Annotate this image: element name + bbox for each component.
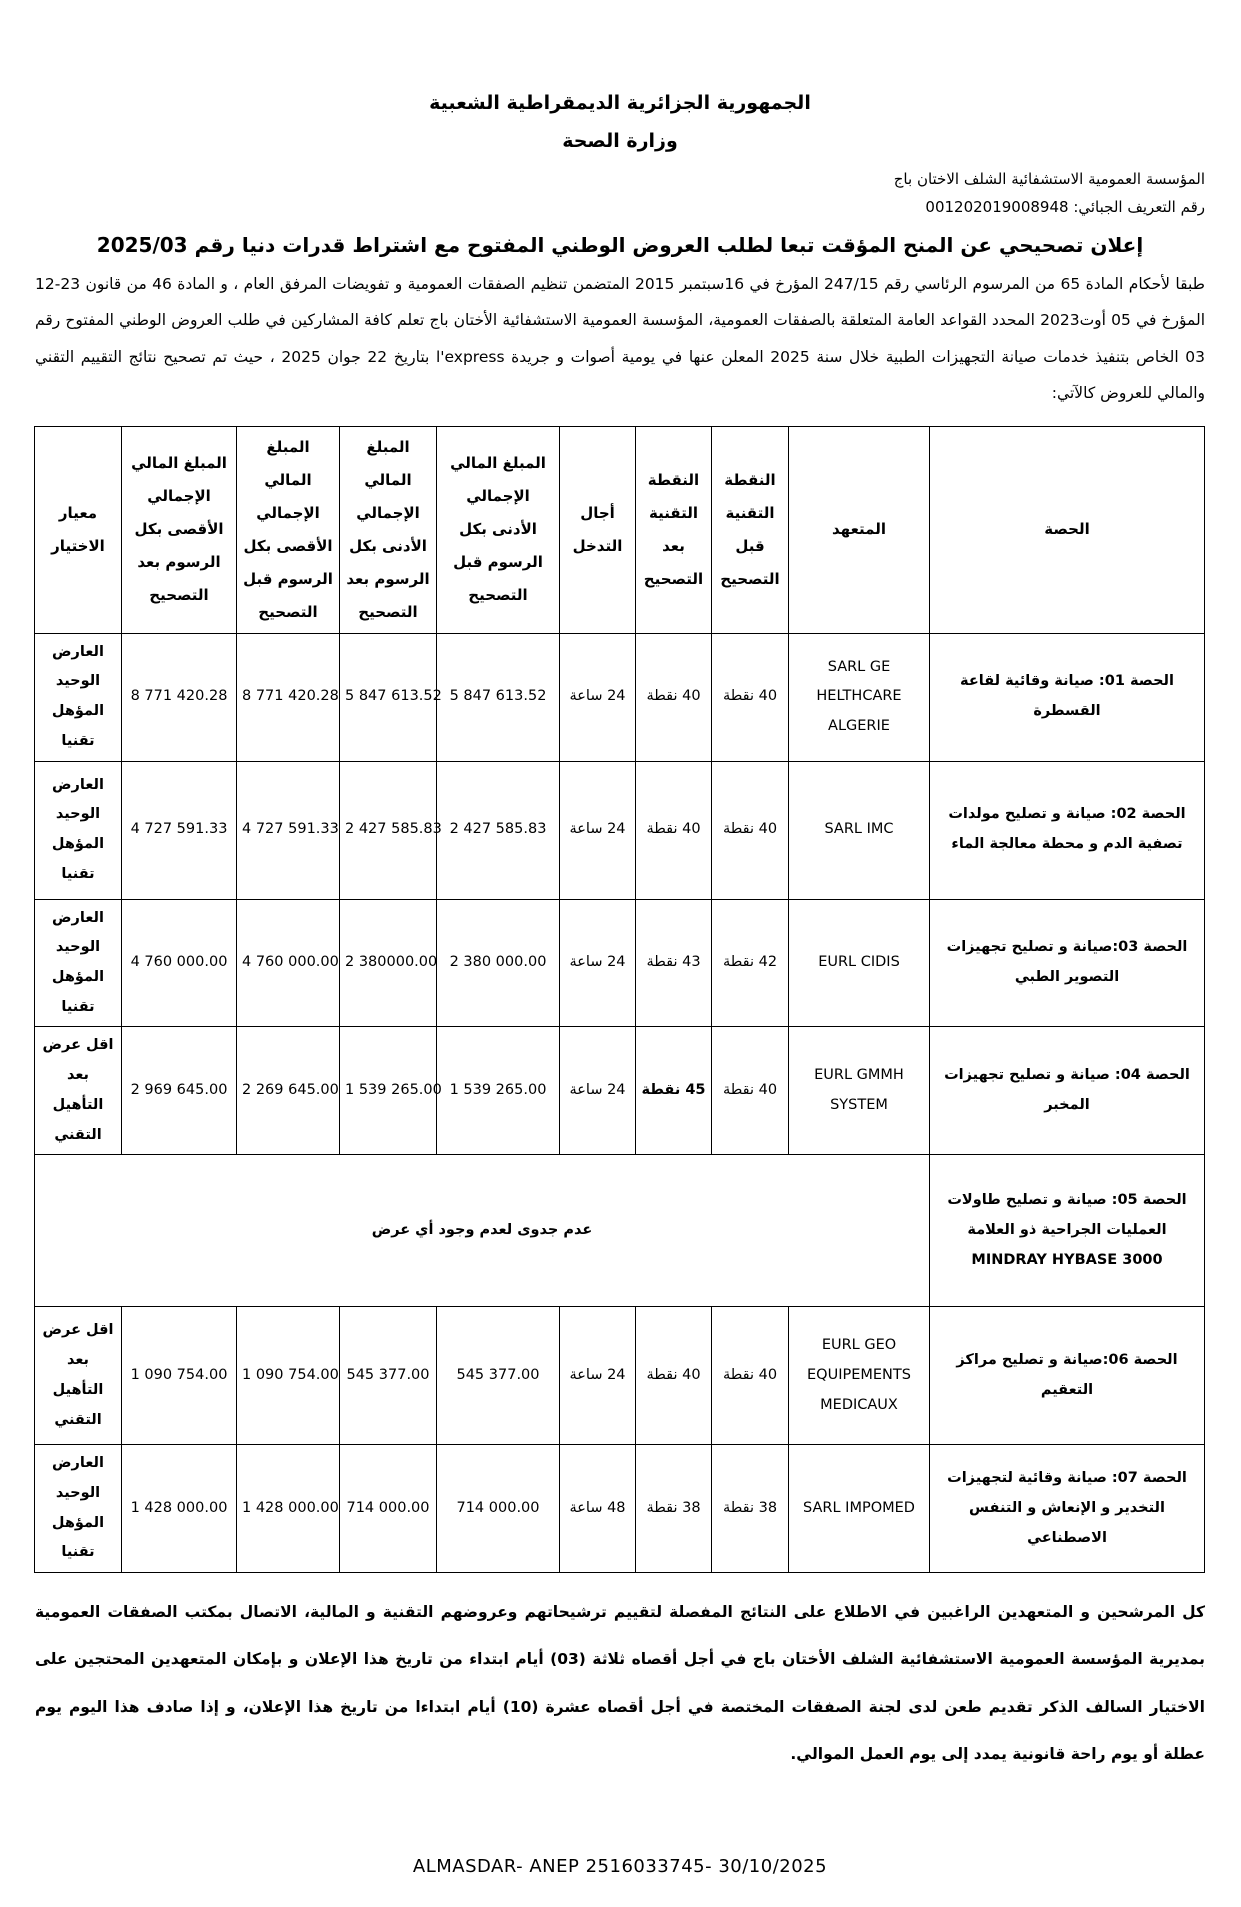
tech-score-after-cell: 40 نقطة	[636, 1307, 712, 1445]
min-amount-before-cell: 1 539 265.00	[437, 1027, 560, 1155]
table-row	[35, 1445, 1205, 1573]
delay-cell: 24 ساعة	[560, 1027, 636, 1155]
footer-paragraph: كل المرشحين و المتعهدين الراغبين في الاطلاع على النتائج المفصلة لتقييم ترشيحاتهم وعروضهم التقنية و المالية، الاتصال بمكتب الصفقات العمومية بمديرية المؤسسة العمومية الاستشفائية الشلف الأختان باج في أجل أقصاه ثلاثة (03) أيام ابتداء من تاريخ هذا الإعلان و بإمكان المتعهدين المحتجين على الاختيار السالف الذكر تقديم طعن لدى لجنة الصفقات المختصة في أجل أقصاه عشرة (10) أيام ابتداءا من تاريخ هذا الإعلان، و إذا صادف هذا اليوم يوم عطلة أو يوم راحة قانونية يمدد إلى يوم العمل الموالي.	[35, 1603, 1205, 1763]
min-amount-before-cell: 2 380 000.00	[437, 899, 560, 1027]
bidder-cell: EURL GEO EQUIPEMENTS MEDICAUX	[789, 1307, 930, 1445]
table-header	[35, 426, 1205, 633]
tech-score-after-cell: 45 نقطة	[636, 1027, 712, 1155]
ministry-title: وزارة الصحة	[562, 130, 678, 152]
col-header-max-before: المبلغ المالي الإجمالي الأقصى بكل الرسوم قبل التصحيح	[237, 426, 340, 633]
delay-cell: 48 ساعة	[560, 1445, 636, 1573]
intro-paragraph: طبقا لأحكام المادة 65 من المرسوم الرئاسي رقم 247/15 المؤرخ في 16سبتمبر 2015 المتضمن تنظيم الصفقات العمومية و تفويضات المرفق العام ، و المادة 46 من قانون 23-12 المؤرخ في 05 أوت2023 المحدد القواعد العامة المتعلقة بالصفقات العمومية، المؤسسة العمومية الاستشفائية الأختان باج تعلم كافة المشاركين في طلب العروض الوطني المفتوح رقم 03 الخاص بتنفيذ خدمات صيانة التجهيزات الطبية خلال سنة 2025 المعلن عنها في يومية أصوات و جريدة l'express بتاريخ 22 جوان 2025 ، حيث تم تصحيح نتائج التقييم التقني والمالي للعروض كالآتي:	[35, 275, 1206, 403]
tech-score-after-cell: 43 نقطة	[636, 899, 712, 1027]
table-row	[35, 1027, 1205, 1155]
criterion-cell: اقل عرض بعد التأهيل التقني	[35, 1027, 122, 1155]
max-amount-after-cell: 1 428 000.00	[122, 1445, 237, 1573]
tech-score-before-cell: 40 نقطة	[712, 1307, 789, 1445]
max-amount-after-cell: 8 771 420.28	[122, 633, 237, 761]
delay-cell: 24 ساعة	[560, 899, 636, 1027]
delay-cell: 24 ساعة	[560, 1307, 636, 1445]
min-amount-after-cell: 2 380000.00	[340, 899, 437, 1027]
results-table-body	[35, 633, 1205, 1573]
max-amount-before-cell: 1 428 000.00	[237, 1445, 340, 1573]
table-row	[35, 899, 1205, 1027]
max-amount-after-cell: 4 727 591.33	[122, 761, 237, 899]
tax-id: رقم التعريف الجبائي: 001202019008948	[925, 198, 1205, 216]
max-amount-before-cell: 4 760 000.00	[237, 899, 340, 1027]
min-amount-after-cell: 545 377.00	[340, 1307, 437, 1445]
org-name: المؤسسة العمومية الاستشفائية الشلف الاختان باج	[893, 170, 1205, 188]
org-block	[35, 170, 1205, 216]
tech-score-before-cell: 40 نقطة	[712, 1027, 789, 1155]
min-amount-before-cell: 545 377.00	[437, 1307, 560, 1445]
tech-score-before-cell: 40 نقطة	[712, 761, 789, 899]
min-amount-before-cell: 2 427 585.83	[437, 761, 560, 899]
col-header-delay: أجال التدخل	[560, 426, 636, 633]
min-amount-before-cell: 714 000.00	[437, 1445, 560, 1573]
col-header-tech-after: النقطة التقنية بعد التصحيح	[636, 426, 712, 633]
lot-cell: الحصة 04: صيانة و تصليح تجهيزات المخبر	[930, 1027, 1205, 1155]
republic-title: الجمهورية الجزائرية الديمقراطية الشعبية	[429, 92, 811, 114]
table-row	[35, 1155, 1205, 1307]
min-amount-before-cell: 5 847 613.52	[437, 633, 560, 761]
lot-cell: الحصة 06:صيانة و تصليح مراكز التعقيم	[930, 1307, 1205, 1445]
col-header-min-before: المبلغ المالي الإجمالي الأدنى بكل الرسوم قبل التصحيح	[437, 426, 560, 633]
anep-reference: ALMASDAR- ANEP 2516033745- 30/10/2025	[412, 1856, 828, 1878]
bidder-cell: EURL GMMH SYSTEM	[789, 1027, 930, 1155]
col-header-max-after: المبلغ المالي الإجمالي الأقصى بكل الرسوم بعد التصحيح	[122, 426, 237, 633]
tech-score-after-cell: 40 نقطة	[636, 761, 712, 899]
min-amount-after-cell: 2 427 585.83	[340, 761, 437, 899]
lot-cell: الحصة 02: صيانة و تصليح مولدات تصفية الدم و محطة معالجة الماء	[930, 761, 1205, 899]
lot-cell: الحصة 05: صيانة و تصليح طاولات العمليات الجراحية ذو العلامة MINDRAY HYBASE 3000	[930, 1155, 1205, 1307]
bidder-cell: SARL IMC	[789, 761, 930, 899]
bidder-cell: SARL IMPOMED	[789, 1445, 930, 1573]
delay-cell: 24 ساعة	[560, 633, 636, 761]
col-header-bidder: المتعهد	[789, 426, 930, 633]
max-amount-before-cell: 2 269 645.00	[237, 1027, 340, 1155]
tech-score-before-cell: 40 نقطة	[712, 633, 789, 761]
results-table	[34, 426, 1205, 1574]
tech-score-after-cell: 40 نقطة	[636, 633, 712, 761]
delay-cell: 24 ساعة	[560, 761, 636, 899]
criterion-cell: العارض الوحيد المؤهل تقنيا	[35, 899, 122, 1027]
lot-cell: الحصة 01: صيانة وقائية لقاعة القسطرة	[930, 633, 1205, 761]
col-header-lot: الحصة	[930, 426, 1205, 633]
min-amount-after-cell: 714 000.00	[340, 1445, 437, 1573]
max-amount-before-cell: 4 727 591.33	[237, 761, 340, 899]
col-header-tech-before: النقطة التقنية قبل التصحيح	[712, 426, 789, 633]
announcement-title: إعلان تصحيحي عن المنح المؤقت تبعا لطلب العروض الوطني المفتوح مع اشتراط قدرات دنيا رقم 2025/03	[96, 233, 1144, 257]
min-amount-after-cell: 1 539 265.00	[340, 1027, 437, 1155]
bidder-cell: EURL CIDIS	[789, 899, 930, 1027]
max-amount-after-cell: 1 090 754.00	[122, 1307, 237, 1445]
criterion-cell: العارض الوحيد المؤهل تقنيا	[35, 1445, 122, 1573]
table-row	[35, 633, 1205, 761]
max-amount-before-cell: 1 090 754.00	[237, 1307, 340, 1445]
bidder-cell: SARL GE HELTHCARE ALGERIE	[789, 633, 930, 761]
min-amount-after-cell: 5 847 613.52	[340, 633, 437, 761]
col-header-criterion: معيار الاختيار	[35, 426, 122, 633]
criterion-cell: اقل عرض بعد التأهيل التقني	[35, 1307, 122, 1445]
tech-score-before-cell: 38 نقطة	[712, 1445, 789, 1573]
tech-score-after-cell: 38 نقطة	[636, 1445, 712, 1573]
max-amount-after-cell: 4 760 000.00	[122, 899, 237, 1027]
col-header-min-after: المبلغ المالي الإجمالي الأدنى بكل الرسوم بعد التصحيح	[340, 426, 437, 633]
lot-cell: الحصة 07: صيانة وقائية لتجهيزات التخدير و الإنعاش و التنفس الاصطناعي	[930, 1445, 1205, 1573]
tech-score-before-cell: 42 نقطة	[712, 899, 789, 1027]
table-row	[35, 761, 1205, 899]
no-offer-cell: عدم جدوى لعدم وجود أي عرض	[35, 1155, 930, 1307]
max-amount-after-cell: 2 969 645.00	[122, 1027, 237, 1155]
header-row	[35, 426, 1205, 633]
table-row	[35, 1307, 1205, 1445]
max-amount-before-cell: 8 771 420.28	[237, 633, 340, 761]
lot-cell: الحصة 03:صيانة و تصليح تجهيزات التصوير الطبي	[930, 899, 1205, 1027]
criterion-cell: العارض الوحيد المؤهل تقنيا	[35, 633, 122, 761]
criterion-cell: العارض الوحيد المؤهل تقنيا	[35, 761, 122, 899]
